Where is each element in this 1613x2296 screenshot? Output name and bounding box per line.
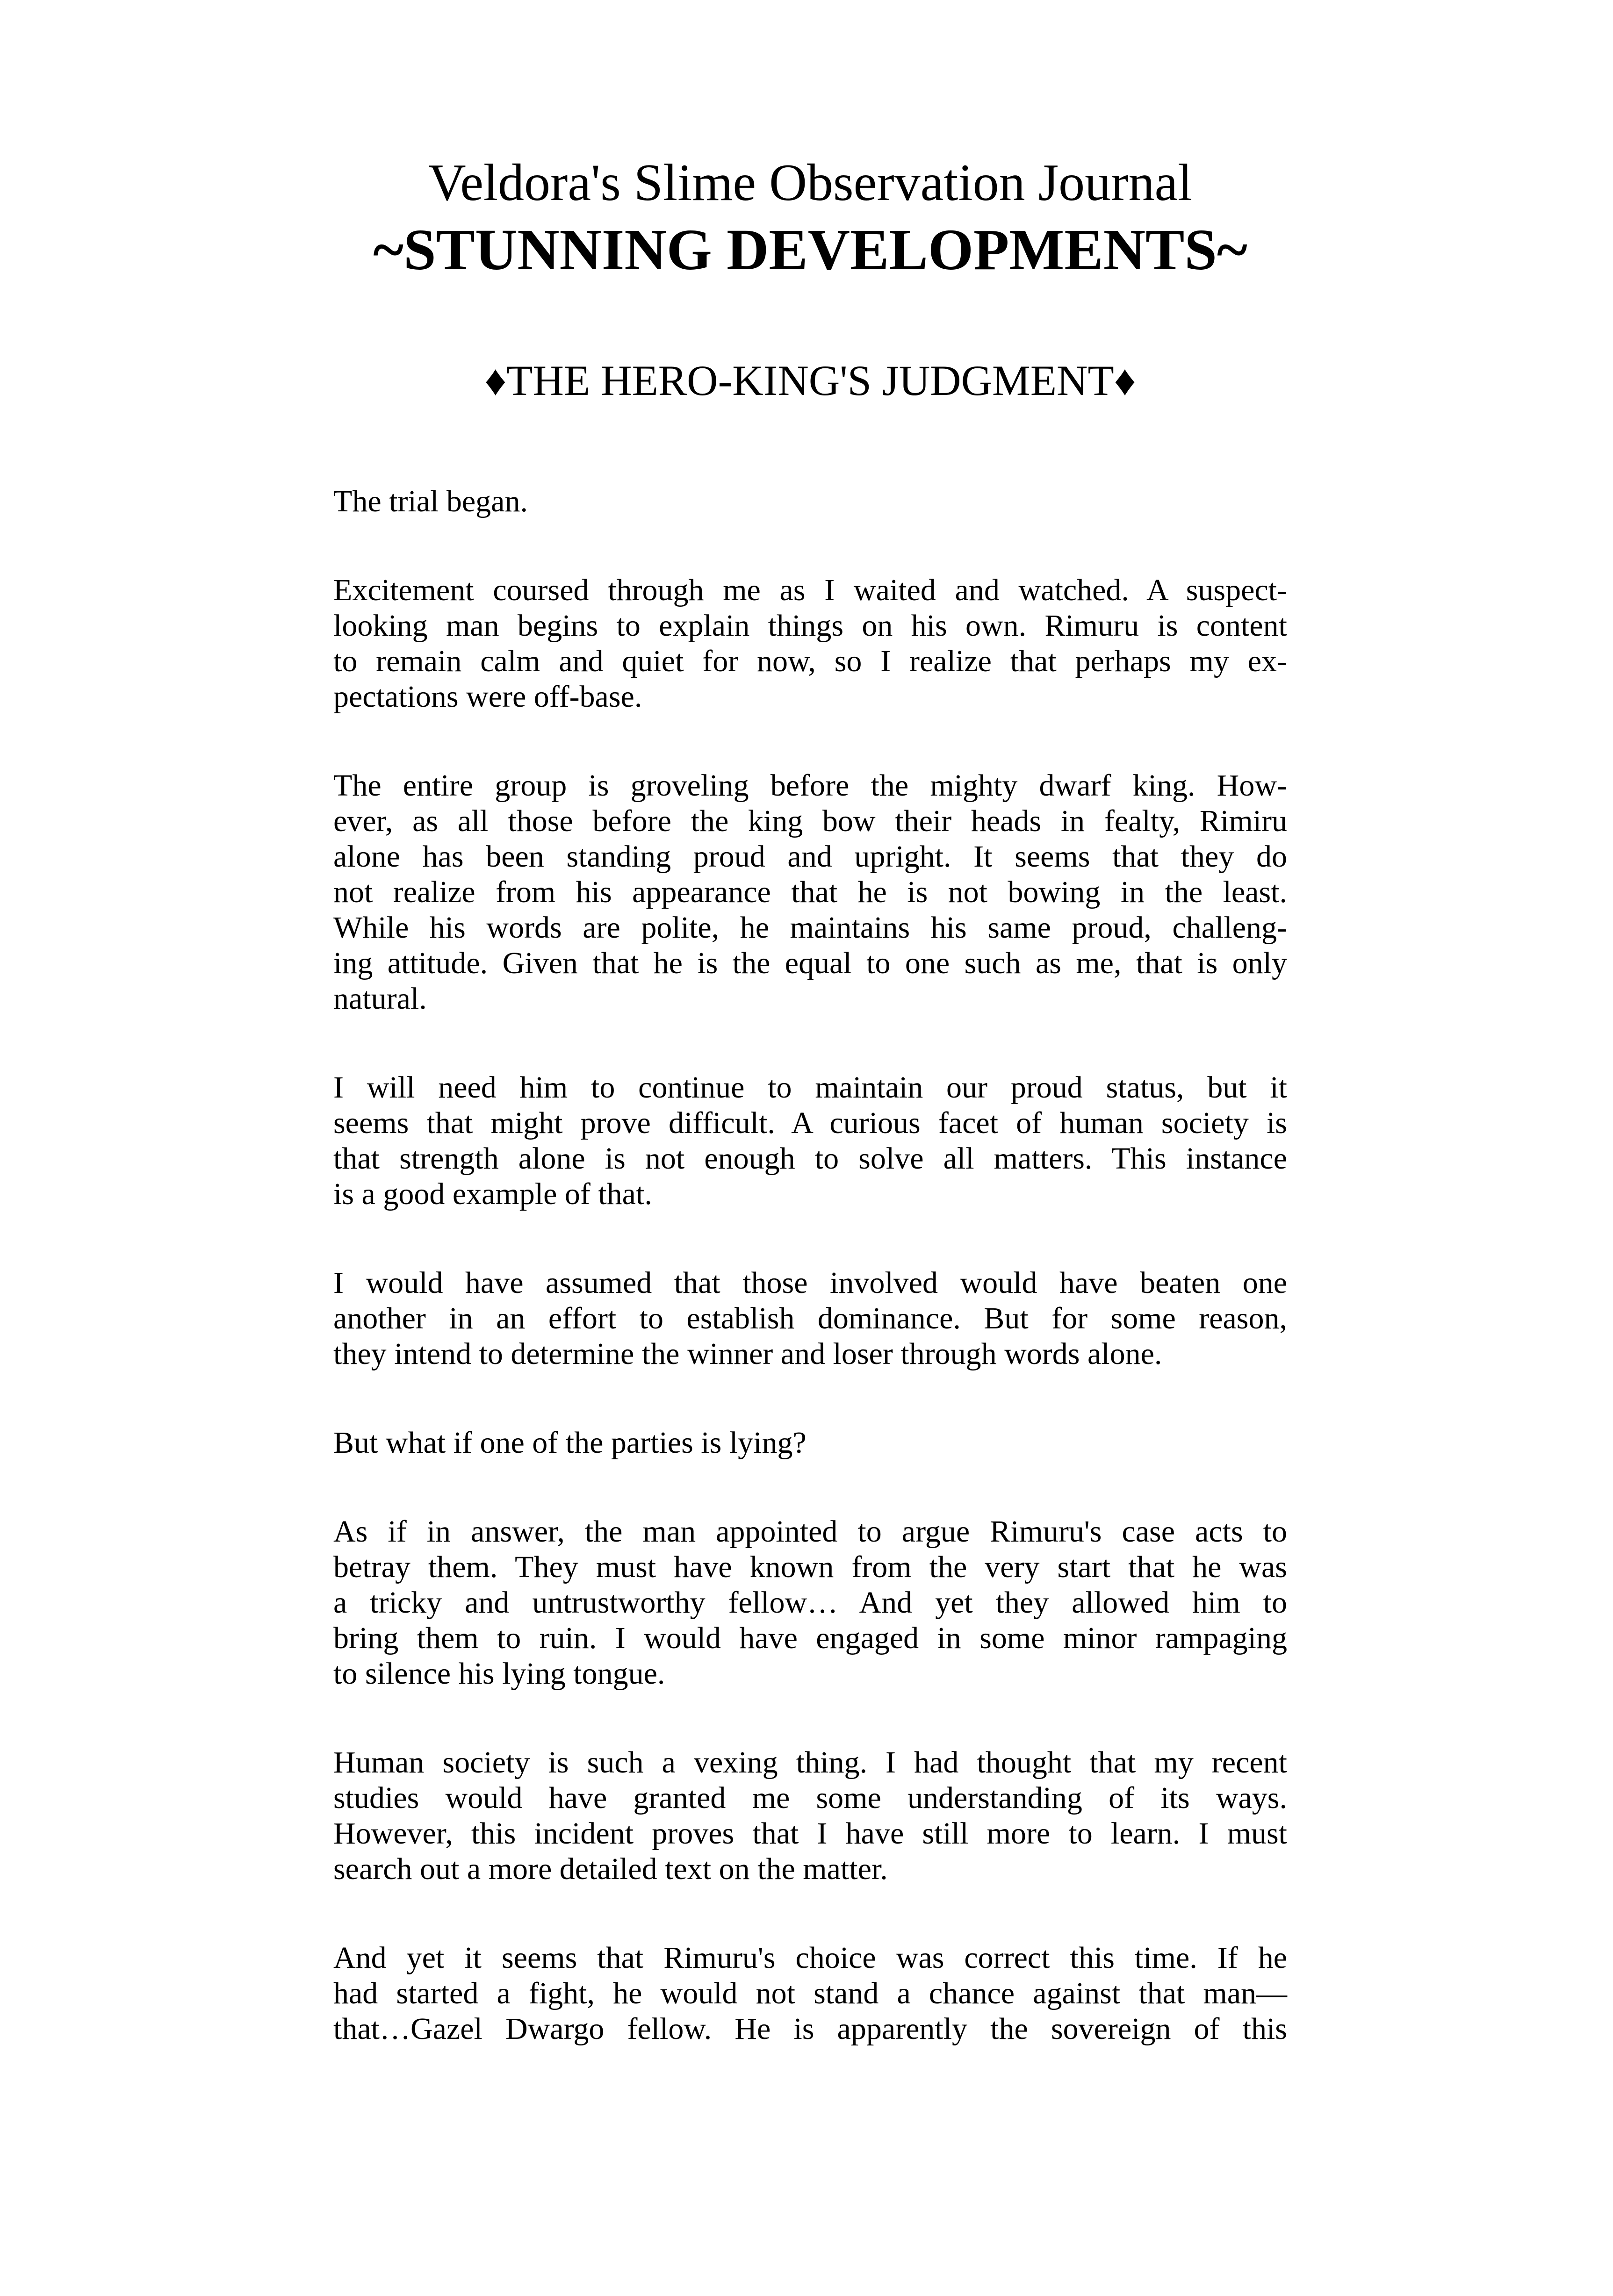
text-line: that…Gazel Dwargo fellow. He is apparently the sovereign of this [333,2012,1287,2046]
book-title-line2: ~STUNNING DEVELOPMENTS~ [373,218,1247,282]
paragraph [333,1265,1287,1372]
text-line: a tricky and untrustworthy fellow… And yet they allowed him to [333,1586,1287,1620]
text-line: another in an effort to establish dominance. But for some reason, [333,1301,1287,1335]
text-line: The entire group is groveling before the mighty dwarf king. How- [333,768,1287,803]
chapter-heading: ♦THE HERO-KING'S JUDGMENT♦ [484,357,1136,404]
paragraph [333,1745,1287,1887]
text-line: bring them to ruin. I would have engaged in some minor rampaging [333,1621,1287,1655]
text-line: seems that might prove difficult. A curious facet of human society is [333,1106,1287,1140]
book-title-line1: Veldora's Slime Observation Journal [428,154,1193,212]
text-line: studies would have granted me some understanding of its ways. [333,1781,1287,1815]
text-line: to remain calm and quiet for now, so I realize that perhaps my ex- [333,644,1287,678]
body-text [333,484,1287,2047]
paragraph [333,1940,1287,2047]
text-line: Human society is such a vexing thing. I had thought that my recent [333,1745,1287,1779]
text-line: As if in answer, the man appointed to argue Rimuru's case acts to [333,1514,1287,1549]
text-line: search out a more detailed text on the matter. [333,1852,888,1886]
text-line: looking man begins to explain things on his own. Rimuru is content [333,609,1287,643]
text-line: betray them. They must have known from the very start that he was [333,1550,1287,1584]
text-line: I will need him to continue to maintain our proud status, but it [333,1070,1287,1105]
text-line: ing attitude. Given that he is the equal to one such as me, that is only [333,946,1287,980]
text-line: However, this incident proves that I have still more to learn. I must [333,1816,1287,1851]
text-line: The trial began. [333,484,528,518]
text-line: they intend to determine the winner and loser through words alone. [333,1337,1162,1371]
text-line: not realize from his appearance that he is not bowing in the least. [333,875,1287,909]
text-line: While his words are polite, he maintains his same proud, challeng- [333,911,1287,945]
text-line: But what if one of the parties is lying? [333,1426,806,1460]
paragraph [333,1514,1287,1692]
paragraph [333,1070,1287,1212]
paragraph [333,768,1287,1017]
text-line: I would have assumed that those involved would have beaten one [333,1266,1287,1300]
paragraph [333,484,1287,519]
text-line: had started a fight, he would not stand a chance against that man— [333,1976,1287,2010]
text-line: And yet it seems that Rimuru's choice was correct this time. If he [333,1941,1287,1975]
text-line: natural. [333,982,427,1016]
text-line: to silence his lying tongue. [333,1657,665,1691]
paragraph [333,1425,1287,1461]
text-line: Excitement coursed through me as I waited and watched. A suspect- [333,573,1287,607]
text-line: alone has been standing proud and upright. It seems that they do [333,839,1287,874]
text-line: is a good example of that. [333,1177,652,1211]
text-line: ever, as all those before the king bow their heads in fealty, Rimiru [333,804,1287,838]
paragraph [333,573,1287,715]
text-line: that strength alone is not enough to solve all matters. This instance [333,1141,1287,1176]
text-line: pectations were off-base. [333,680,642,714]
